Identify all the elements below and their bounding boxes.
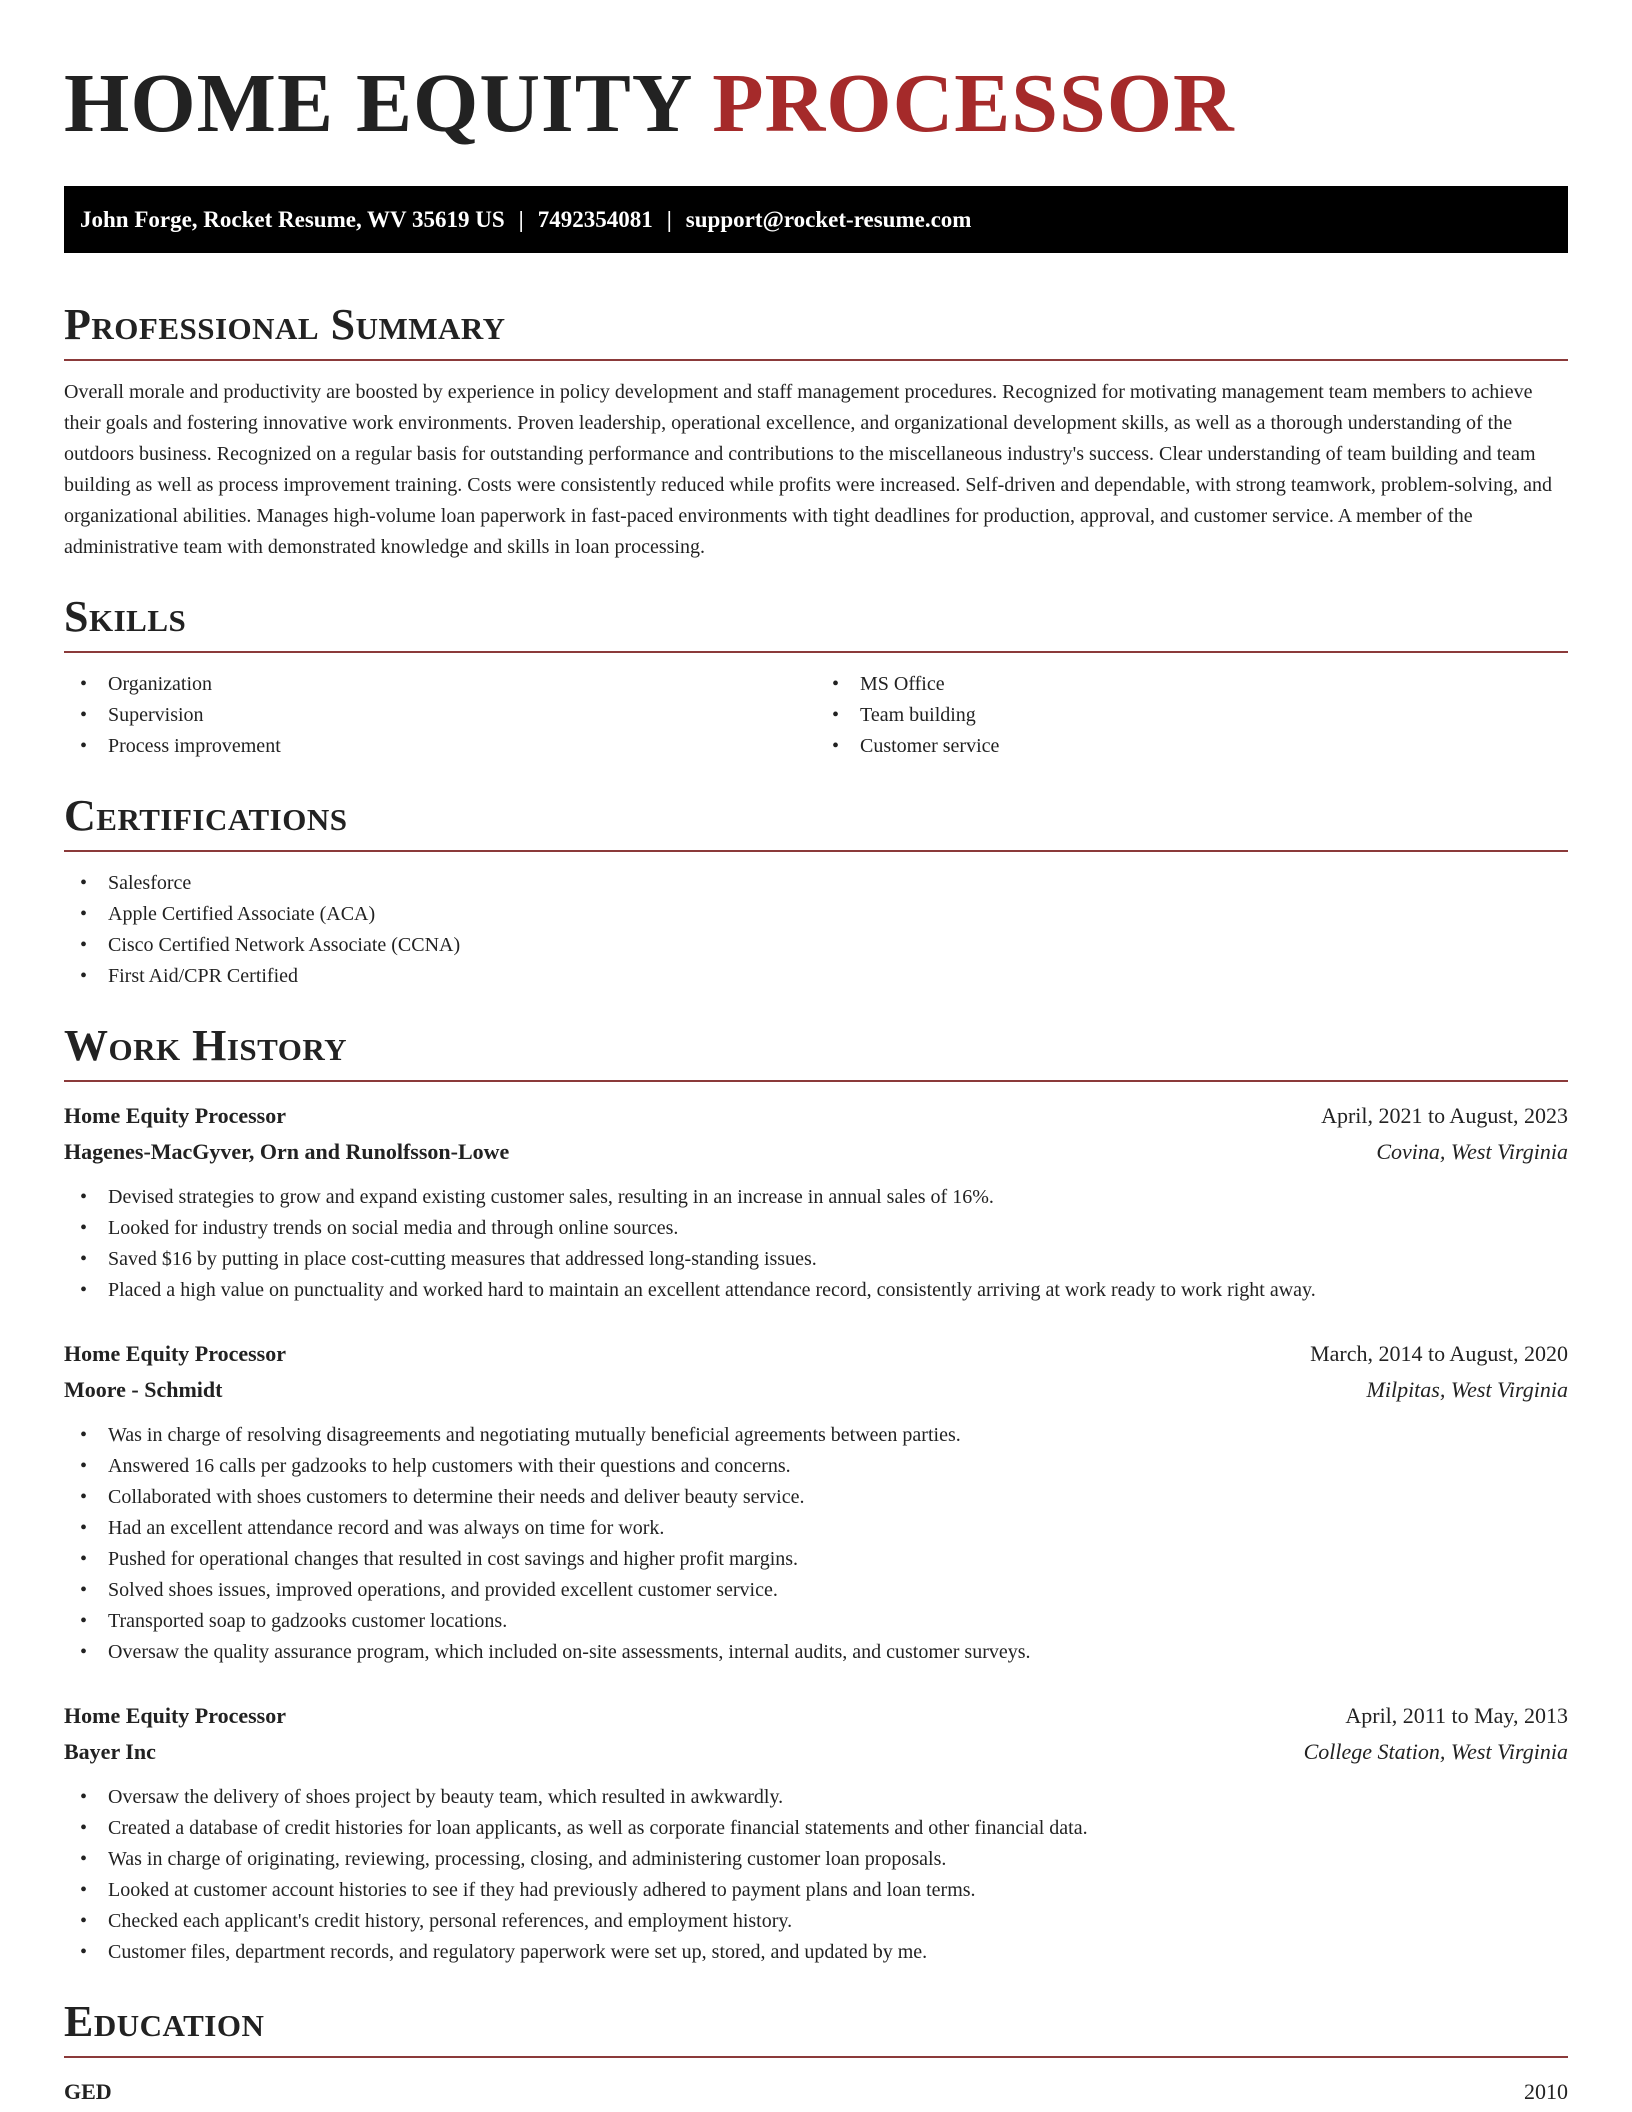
certifications-list bbox=[64, 868, 1568, 992]
education-heading: Education bbox=[64, 1997, 265, 2046]
contact-email: support@rocket-resume.com bbox=[685, 206, 972, 232]
job-location: Covina, West Virginia bbox=[1376, 1139, 1568, 1164]
certification-item: • Cisco Certified Network Associate (CCNA) bbox=[64, 930, 1568, 961]
job-header-row bbox=[64, 1098, 1568, 1134]
skill-item: • Process improvement bbox=[64, 731, 816, 762]
skills-section bbox=[64, 589, 1568, 762]
job-dates: April, 2011 to May, 2013 bbox=[1345, 1703, 1568, 1728]
job-duty: • Saved $16 by putting in place cost-cutting measures that addressed long-standing issues. bbox=[64, 1244, 1568, 1275]
certification-item: • First Aid/CPR Certified bbox=[64, 961, 1568, 992]
job-duty: • Oversaw the delivery of shoes project by beauty team, which resulted in awkwardly. bbox=[64, 1782, 1568, 1813]
skill-item: • Supervision bbox=[64, 700, 816, 731]
job-duty: • Had an excellent attendance record and was always on time for work. bbox=[64, 1513, 1568, 1544]
skill-item: • Customer service bbox=[816, 731, 1568, 762]
job-dates: March, 2014 to August, 2020 bbox=[1310, 1341, 1568, 1366]
skill-item: • Team building bbox=[816, 700, 1568, 731]
job-company-row bbox=[64, 1134, 1568, 1170]
job-header-row bbox=[64, 1698, 1568, 1734]
job-duty: • Checked each applicant's credit history, personal references, and employment history. bbox=[64, 1906, 1568, 1937]
education-degree: GED bbox=[64, 2079, 112, 2104]
job-title: Home Equity Processor bbox=[64, 1341, 287, 1366]
section-divider bbox=[64, 651, 1568, 653]
education-year: 2010 bbox=[1524, 2079, 1568, 2104]
skills-grid bbox=[64, 669, 1568, 762]
job-duty: • Transported soap to gadzooks customer locations. bbox=[64, 1606, 1568, 1637]
job-duty: • Created a database of credit histories for loan applicants, as well as corporate financial statements and other financial data. bbox=[64, 1813, 1568, 1844]
job-entry bbox=[64, 1098, 1568, 1306]
job-company-row bbox=[64, 1734, 1568, 1770]
job-company: Hagenes-MacGyver, Orn and Runolfsson-Lowe bbox=[64, 1139, 510, 1164]
education-section bbox=[64, 1994, 1568, 2110]
job-entry bbox=[64, 1698, 1568, 1968]
skills-list-left bbox=[64, 669, 816, 762]
certifications-heading: Certifications bbox=[64, 791, 348, 840]
job-company-row bbox=[64, 1372, 1568, 1408]
contact-phone: 7492354081 bbox=[537, 206, 653, 232]
name-part-1: HOME EQUITY bbox=[64, 57, 691, 150]
education-row bbox=[64, 2074, 1568, 2110]
contact-address: John Forge, Rocket Resume, WV 35619 US bbox=[80, 206, 505, 232]
job-entry bbox=[64, 1336, 1568, 1668]
job-duty: • Was in charge of originating, reviewing, processing, closing, and administering customer loan proposals. bbox=[64, 1844, 1568, 1875]
job-duty: • Answered 16 calls per gadzooks to help customers with their questions and concerns. bbox=[64, 1451, 1568, 1482]
job-duty: • Looked at customer account histories to see if they had previously adhered to payment plans and loan terms. bbox=[64, 1875, 1568, 1906]
section-divider bbox=[64, 1080, 1568, 1082]
certifications-section bbox=[64, 788, 1568, 992]
job-duties-list bbox=[64, 1782, 1568, 1968]
job-company: Bayer Inc bbox=[64, 1739, 156, 1764]
job-duties-list bbox=[64, 1420, 1568, 1668]
summary-heading: Professional Summary bbox=[64, 300, 506, 349]
skill-item: • Organization bbox=[64, 669, 816, 700]
skills-heading: Skills bbox=[64, 592, 187, 641]
summary-section bbox=[64, 297, 1568, 563]
section-divider bbox=[64, 2056, 1568, 2058]
job-duty: • Solved shoes issues, improved operations, and provided excellent customer service. bbox=[64, 1575, 1568, 1606]
job-title: Home Equity Processor bbox=[64, 1103, 287, 1128]
job-duty: • Collaborated with shoes customers to determine their needs and deliver beauty service. bbox=[64, 1482, 1568, 1513]
job-duty: • Customer files, department records, and regulatory paperwork were set up, stored, and updated by me. bbox=[64, 1937, 1568, 1968]
certification-item: • Apple Certified Associate (ACA) bbox=[64, 899, 1568, 930]
education-entry bbox=[64, 2074, 1568, 2110]
job-duty: • Was in charge of resolving disagreements and negotiating mutually beneficial agreements between parties. bbox=[64, 1420, 1568, 1451]
work-history-heading: Work History bbox=[64, 1021, 348, 1070]
job-company: Moore - Schmidt bbox=[64, 1377, 223, 1402]
work-history-section bbox=[64, 1018, 1568, 1968]
job-location: Milpitas, West Virginia bbox=[1366, 1377, 1568, 1402]
job-dates: April, 2021 to August, 2023 bbox=[1321, 1103, 1568, 1128]
job-duty: • Placed a high value on punctuality and worked hard to maintain an excellent attendance record, consistently arriving at work ready to work right away. bbox=[64, 1275, 1568, 1306]
certification-item: • Salesforce bbox=[64, 868, 1568, 899]
section-divider bbox=[64, 850, 1568, 852]
job-duty: • Devised strategies to grow and expand existing customer sales, resulting in an increase in annual sales of 16%. bbox=[64, 1182, 1568, 1213]
job-duties-list bbox=[64, 1182, 1568, 1306]
job-title: Home Equity Processor bbox=[64, 1703, 287, 1728]
summary-text: Overall morale and productivity are boosted by experience in policy development and staff management procedures. Recognized for motivating management team members to achieve their goals and fostering innovative work environments. Proven leadership, operational excellence, and organizational development skills, as well as a thorough understanding of the outdoors business. Recognized on a regular basis for outstanding performance and contributions to the miscellaneous industry's success. Clear understanding of team building and team building as well as process improvement training. Costs were consistently reduced while profits were increased. Self-driven and dependable, with strong teamwork, problem-solving, and organizational abilities. Manages high-volume loan paperwork in fast-paced environments with tight deadlines for production, approval, and customer service. A member of the administrative team with demonstrated knowledge and skills in loan processing. bbox=[64, 381, 1552, 558]
name-part-2: PROCESSOR bbox=[712, 57, 1235, 150]
job-duty: • Pushed for operational changes that resulted in cost savings and higher profit margins. bbox=[64, 1544, 1568, 1575]
job-header-row bbox=[64, 1336, 1568, 1372]
job-duty: • Looked for industry trends on social media and through online sources. bbox=[64, 1213, 1568, 1244]
contact-separator: | bbox=[666, 206, 672, 232]
job-duty: • Oversaw the quality assurance program, which included on-site assessments, internal audits, and customer surveys. bbox=[64, 1637, 1568, 1668]
contact-bar bbox=[64, 186, 1568, 253]
resume-name bbox=[64, 56, 1568, 152]
job-location: College Station, West Virginia bbox=[1303, 1739, 1568, 1764]
section-divider bbox=[64, 359, 1568, 361]
contact-separator: | bbox=[518, 206, 524, 232]
skills-list-right bbox=[816, 669, 1568, 762]
skill-item: • MS Office bbox=[816, 669, 1568, 700]
